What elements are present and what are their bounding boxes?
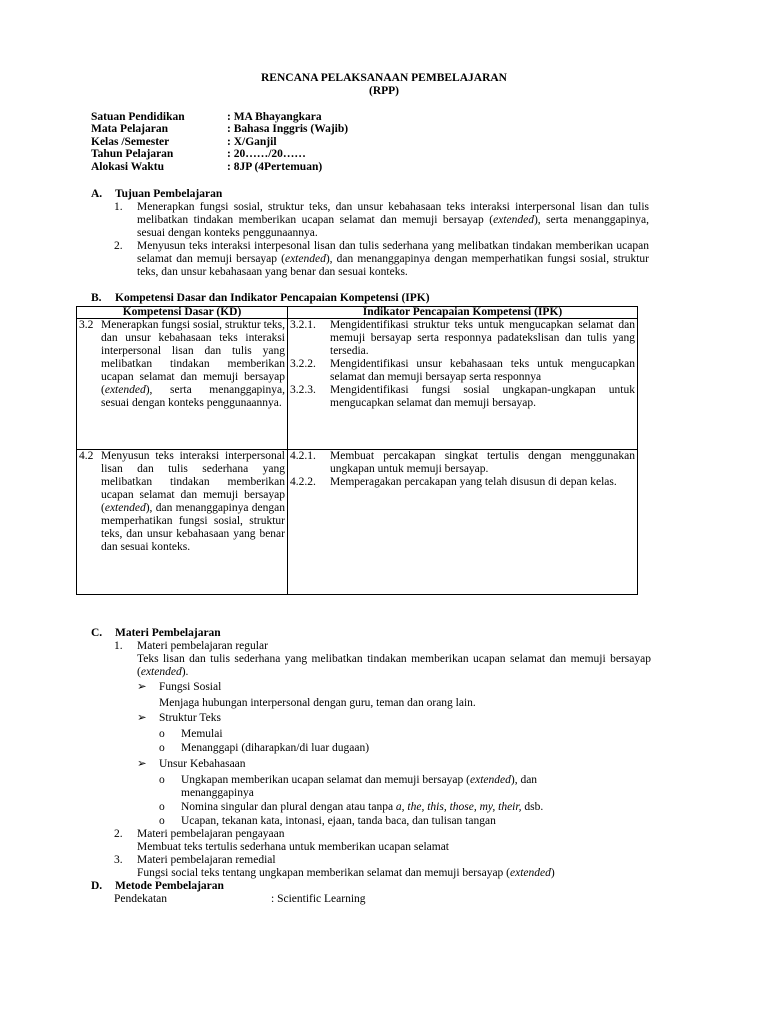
- objective-item: [137, 240, 649, 279]
- section-letter: A.: [91, 188, 103, 200]
- ipk-text: Mengidentifikasi unsur kebahasaan teks untuk mengucapkan selamat dan memuji bersayap serta responnya: [330, 358, 635, 383]
- document-subtitle: (RPP): [368, 85, 399, 97]
- bullet-text: Ucapan, tekanan kata, intonasi, ejaan, tanda baca, dan tulisan tangan: [181, 815, 496, 827]
- competency-table: [76, 306, 638, 595]
- ipk-item: [290, 384, 635, 410]
- kd-number: 4.2: [79, 450, 94, 462]
- ipk-item: [290, 476, 635, 489]
- arrow-bullet-icon: ➢: [137, 681, 147, 693]
- section-letter: C.: [91, 627, 103, 639]
- section-b-heading: [91, 292, 430, 305]
- column-header-kd: Kompetensi Dasar (KD): [77, 307, 288, 319]
- identity-key: Satuan Pendidikan: [91, 111, 185, 123]
- section-title: Materi Pembelajaran: [115, 627, 221, 639]
- identity-row: [91, 111, 348, 123]
- objective-emphasis: extended: [493, 214, 534, 226]
- ipk-number: 3.2.3.: [290, 384, 316, 396]
- kd-cell: [77, 319, 288, 450]
- identity-row: [91, 148, 348, 160]
- ipk-cell: [288, 450, 638, 595]
- section-title: Metode Pembelajaran: [115, 880, 224, 892]
- list-number: 1.: [114, 201, 123, 213]
- section-title: Tujuan Pembelajaran: [115, 188, 223, 200]
- ipk-cell: [288, 319, 638, 450]
- method-key: Pendekatan: [114, 893, 168, 905]
- kd-text: Menerapkan fungsi sosial, struktur teks, dan unsur kebahasaan teks interaksi interpersonal lisan dan tulis yang melibatkan tindakan memberikan ucapan selamat dan memuji bersayap (extended), serta menanggapinya, sesuai dengan konteks penggunaannya.: [101, 319, 285, 409]
- kd-cell: [77, 450, 288, 595]
- identity-key: Mata Pelajaran: [91, 123, 168, 136]
- bullet-text: Memulai: [181, 728, 223, 740]
- identity-row: [91, 161, 348, 173]
- sub-heading: Struktur Teks: [159, 712, 221, 724]
- ipk-number: 3.2.1.: [290, 319, 316, 331]
- list-number: 2.: [114, 240, 123, 252]
- section-letter: B.: [91, 292, 102, 304]
- ipk-item: [290, 319, 635, 358]
- column-header-ipk: Indikator Pencapaian Kompetensi (IPK): [288, 307, 638, 319]
- material-text: Membuat teks tertulis sederhana untuk memberikan ucapan selamat: [137, 841, 449, 853]
- bullet-text: Ungkapan memberikan ucapan selamat dan memuji bersayap (extended), dan: [181, 774, 538, 786]
- circle-bullet-icon: o: [159, 801, 165, 813]
- document-title: RENCANA PELAKSANAAN PEMBELAJARAN: [261, 72, 507, 84]
- section-c-heading: [91, 627, 221, 640]
- circle-bullet-icon: o: [159, 774, 165, 786]
- identity-row: [91, 136, 348, 148]
- bullet-text: Menanggapi (diharapkan/di luar dugaan): [181, 742, 370, 754]
- list-number: 1.: [114, 640, 123, 652]
- ipk-text: Membuat percakapan singkat tertulis dengan menggunakan ungkapan untuk memuji bersayap.: [330, 450, 635, 475]
- ipk-number: 3.2.2.: [290, 358, 316, 370]
- sub-text: Menjaga hubungan interpersonal dengan guru, teman dan orang lain.: [159, 697, 476, 709]
- table-header-row: [77, 307, 638, 319]
- identity-value: : X/Ganjil: [227, 135, 277, 148]
- kd-text: Menyusun teks interaksi interpersonal lisan dan tulis sederhana yang melibatkan tindakan memberikan ucapan selamat dan memuji bersayap (extended), dan menanggapinya dengan memperhatikan fungsi sosial, struktur teks, dan unsur kebahasaan yang benar dan sesuai konteks.: [101, 450, 285, 553]
- material-text: Fungsi social teks tentang ungkapan memberikan selamat dan memuji bersayap (extended): [137, 867, 555, 879]
- identity-value: : 8JP (4Pertemuan): [227, 160, 323, 173]
- objective-text: ), serta menanggapinya, sesuai dengan konteks penggunaannya.: [137, 214, 649, 239]
- material-item-title: Materi pembelajaran pengayaan: [137, 828, 285, 840]
- material-text: Teks lisan dan tulis sederhana yang melibatkan tindakan memberikan ucapan selamat dan memuji bersayap (extended).: [137, 653, 651, 678]
- ipk-text: Mengidentifikasi fungsi sosial ungkapan-ungkapan untuk mengucapkan selamat dan memuji bersayap.: [330, 384, 635, 409]
- bullet-text: menanggapinya: [181, 787, 254, 799]
- circle-bullet-icon: o: [159, 728, 165, 740]
- identity-value: : Bahasa Inggris (Wajib): [227, 123, 349, 136]
- objective-emphasis: extended: [284, 253, 326, 265]
- sub-heading: Fungsi Sosial: [159, 681, 222, 693]
- identity-value: : MA Bhayangkara: [227, 111, 322, 123]
- section-a-heading: [91, 188, 222, 201]
- circle-bullet-icon: o: [159, 742, 165, 754]
- objective-item: [137, 201, 649, 240]
- identity-key: Tahun Pelajaran: [91, 148, 174, 161]
- arrow-bullet-icon: ➢: [137, 758, 147, 770]
- identity-key: Kelas /Semester: [91, 135, 170, 148]
- section-d-heading: [91, 880, 224, 893]
- identity-key: Alokasi Waktu: [91, 160, 164, 173]
- material-item-title: Materi pembelajaran regular: [137, 640, 268, 652]
- method-value: : Scientific Learning: [271, 893, 366, 905]
- sub-heading: Unsur Kebahasaan: [159, 758, 246, 770]
- identity-row: [91, 123, 348, 135]
- ipk-text: Memperagakan percakapan yang telah disusun di depan kelas.: [330, 476, 617, 488]
- objective-text: ), dan menanggapinya dengan memperhatikan fungsi sosial, struktur teks, dan unsur kebahasaan yang benar dan sesuai konteks.: [137, 253, 649, 278]
- table-row: [77, 319, 638, 450]
- section-title: Kompetensi Dasar dan Indikator Pencapaian Kompetensi (IPK): [115, 292, 430, 304]
- ipk-number: 4.2.1.: [290, 450, 316, 462]
- table-row: [77, 450, 638, 595]
- identity-value: : 20……/20……: [227, 148, 306, 161]
- list-number: 2.: [114, 828, 123, 840]
- section-letter: D.: [91, 880, 103, 892]
- ipk-item: [290, 450, 635, 476]
- bullet-text: Nomina singular dan plural dengan atau tanpa a, the, this, those, my, their, dsb.: [181, 801, 544, 813]
- material-item-title: Materi pembelajaran remedial: [137, 854, 276, 866]
- circle-bullet-icon: o: [159, 815, 165, 827]
- ipk-number: 4.2.2.: [290, 476, 316, 488]
- identity-block: [91, 111, 348, 173]
- objective-text: Menerapkan fungsi sosial, struktur teks, dan unsur kebahasaan teks interaksi interpersonal lisan dan tulis melibatkan tindakan memberikan ucapan selamat dan memuji bersayap (: [137, 201, 649, 226]
- arrow-bullet-icon: ➢: [137, 712, 147, 724]
- objective-text: Menyusun teks interaksi interpesonal lisan dan tulis sederhana yang melibatkan tindakan memberikan ucapan selamat dan memuji bersayap (: [137, 240, 649, 265]
- ipk-item: [290, 358, 635, 384]
- list-number: 3.: [114, 854, 123, 866]
- ipk-text: Mengidentifikasi struktur teks untuk mengucapkan selamat dan memuji bersayap serta responnya padatekslisan dan tulis yang tersedia.: [330, 319, 635, 357]
- kd-number: 3.2: [79, 319, 94, 331]
